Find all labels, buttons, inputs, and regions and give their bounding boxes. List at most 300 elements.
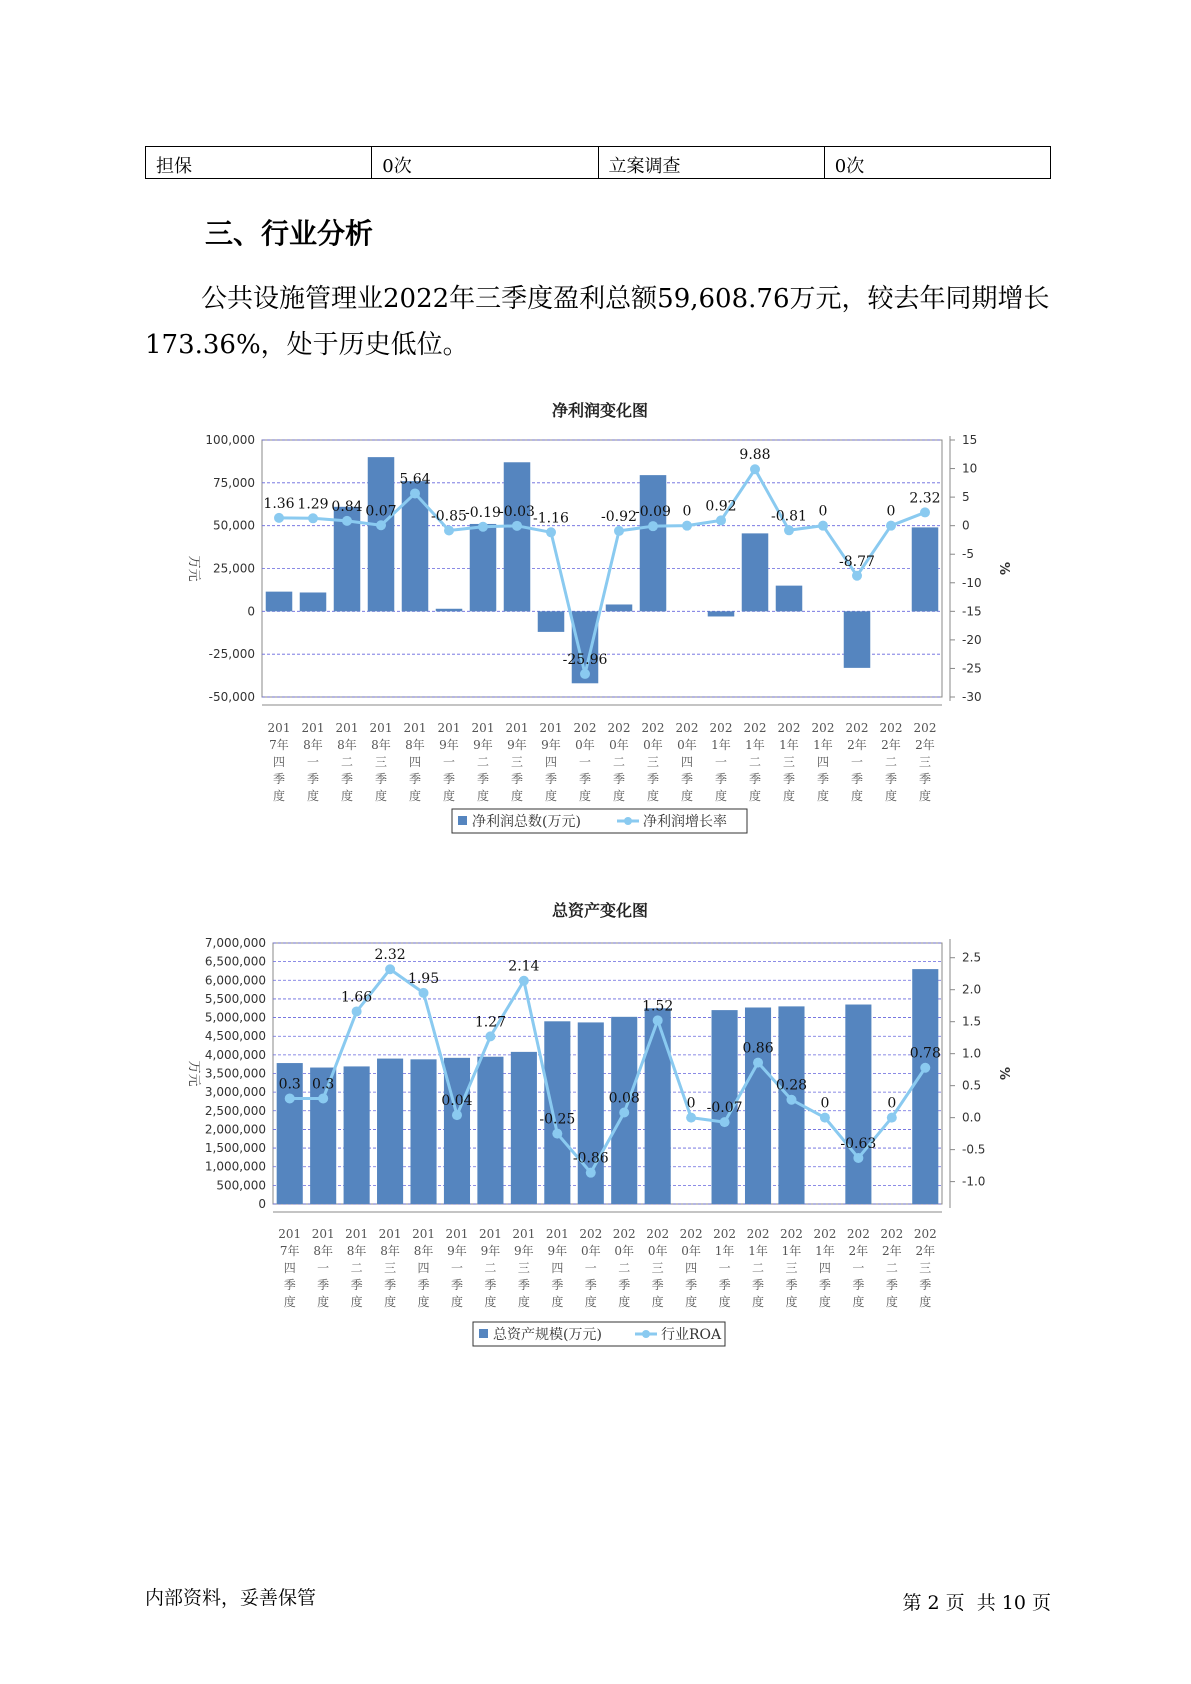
x-tick-label: 度 xyxy=(612,789,626,803)
x-tick-label: 季 xyxy=(752,1278,765,1292)
y-tick-label: 6,500,000 xyxy=(204,954,266,969)
x-tick-label: 四 xyxy=(272,755,286,769)
x-tick-label: 三 xyxy=(919,1261,932,1275)
guarantee-label: 担保 xyxy=(146,147,372,179)
x-tick-label: 202 xyxy=(846,1227,870,1241)
x-tick-label: 度 xyxy=(272,789,286,803)
x-tick-label: 202 xyxy=(743,721,767,735)
data-label: 0 xyxy=(682,503,692,520)
x-tick-label: 季 xyxy=(283,1278,296,1292)
x-tick-label: 9年 xyxy=(480,1244,501,1258)
x-tick-label: 202 xyxy=(646,1227,670,1241)
line-point xyxy=(478,522,488,532)
x-tick-label: 季 xyxy=(612,772,626,786)
bar xyxy=(266,592,293,612)
x-tick-label: 季 xyxy=(408,772,422,786)
data-label: 1.27 xyxy=(474,1014,507,1031)
data-label: 5.64 xyxy=(399,471,431,488)
x-tick-label: 季 xyxy=(442,772,456,786)
data-label: -0.92 xyxy=(601,508,637,525)
data-label: 0.78 xyxy=(909,1045,941,1062)
x-tick-label: 季 xyxy=(646,772,660,786)
x-tick-label: 201 xyxy=(437,721,461,735)
x-tick-label: 一 xyxy=(850,755,864,769)
x-tick-label: 1年 xyxy=(815,1244,835,1258)
data-label: 9.88 xyxy=(739,447,771,464)
x-tick-label: 四 xyxy=(544,755,558,769)
x-tick-label: 2年 xyxy=(881,738,901,752)
bar xyxy=(410,1059,436,1204)
x-tick-label: 0年 xyxy=(575,738,595,752)
bar xyxy=(606,604,633,611)
line-point xyxy=(852,571,862,581)
legend-bar-swatch xyxy=(458,816,467,825)
bar xyxy=(844,611,871,668)
data-label: 0.84 xyxy=(331,498,363,515)
x-tick-label: 三 xyxy=(651,1261,664,1275)
x-tick-label: 度 xyxy=(748,789,762,803)
x-tick-label: 二 xyxy=(748,755,762,769)
x-tick-label: 201 xyxy=(278,1227,302,1241)
x-tick-label: 9年 xyxy=(547,1244,568,1258)
x-tick-label: 度 xyxy=(752,1295,765,1309)
x-tick-label: 一 xyxy=(714,755,728,769)
data-label: 0.08 xyxy=(608,1090,640,1107)
x-tick-label: 季 xyxy=(852,1278,865,1292)
line-point xyxy=(720,1117,730,1127)
line-point xyxy=(750,464,760,474)
x-tick-label: 度 xyxy=(818,1295,831,1309)
legend-line-label: 净利润增长率 xyxy=(643,814,727,830)
x-tick-label: 2年 xyxy=(848,1244,869,1258)
table-row xyxy=(146,147,1051,179)
line-point xyxy=(887,1113,897,1123)
data-label: -8.77 xyxy=(839,553,875,570)
y2-tick-label: 0.5 xyxy=(962,1078,982,1093)
bar xyxy=(377,1059,403,1204)
data-label: 1.66 xyxy=(341,989,373,1006)
x-tick-label: 1年 xyxy=(745,738,765,752)
y-axis-label: 万元 xyxy=(186,1060,201,1087)
data-label: 0.3 xyxy=(278,1076,301,1093)
y2-tick-label: -5 xyxy=(962,547,974,562)
line-point xyxy=(376,520,386,530)
line-point xyxy=(716,515,726,525)
x-tick-label: 四 xyxy=(408,755,422,769)
x-tick-label: 度 xyxy=(816,789,830,803)
x-tick-label: 度 xyxy=(551,1295,564,1309)
data-label: 0.07 xyxy=(365,503,397,520)
bar xyxy=(645,1008,671,1204)
data-label: 0 xyxy=(686,1095,696,1112)
data-label: -1.16 xyxy=(533,510,569,527)
y2-tick-label: 15 xyxy=(962,433,978,447)
x-tick-label: 季 xyxy=(651,1278,664,1292)
x-tick-label: 202 xyxy=(746,1227,770,1241)
x-tick-label: 202 xyxy=(879,721,903,735)
x-tick-label: 2年 xyxy=(915,1244,936,1258)
line-point xyxy=(920,507,930,517)
x-tick-label: 8年 xyxy=(405,738,425,752)
y-tick-label: 5,500,000 xyxy=(204,991,266,1006)
data-label: -0.09 xyxy=(635,504,671,521)
x-tick-label: 8年 xyxy=(313,1244,333,1258)
data-label: 2.14 xyxy=(508,958,540,975)
y-tick-label: -25,000 xyxy=(208,647,255,662)
y-tick-label: 7,000,000 xyxy=(204,936,266,950)
y2-tick-label: 0 xyxy=(962,518,970,533)
data-label: 0 xyxy=(820,1095,830,1112)
x-tick-label: 度 xyxy=(782,789,796,803)
x-tick-label: 8年 xyxy=(303,738,323,752)
x-tick-label: 度 xyxy=(646,789,660,803)
x-tick-label: 二 xyxy=(884,755,898,769)
x-tick-label: 二 xyxy=(885,1261,898,1275)
line-point xyxy=(308,513,318,523)
x-tick-label: 季 xyxy=(850,772,864,786)
line-point xyxy=(352,1006,362,1016)
line-point xyxy=(546,527,556,537)
x-tick-label: 季 xyxy=(317,1278,330,1292)
guarantee-value: 0次 xyxy=(372,147,598,179)
line-point xyxy=(784,525,794,535)
x-tick-label: 201 xyxy=(301,721,325,735)
line-point xyxy=(512,521,522,531)
x-tick-label: 季 xyxy=(748,772,762,786)
legend-bar-label: 净利润总数(万元) xyxy=(472,814,581,830)
x-tick-label: 二 xyxy=(612,755,626,769)
y2-tick-label: 1.5 xyxy=(962,1014,982,1029)
y-tick-label: 0 xyxy=(258,1197,266,1211)
y-tick-label: 50,000 xyxy=(213,518,255,533)
x-tick-label: 季 xyxy=(484,1278,497,1292)
x-tick-label: 2年 xyxy=(882,1244,902,1258)
bar xyxy=(511,1052,537,1204)
x-tick-label: 季 xyxy=(680,772,694,786)
data-label: -0.03 xyxy=(499,503,535,520)
x-tick-label: 9年 xyxy=(439,738,459,752)
x-tick-label: 7年 xyxy=(279,1244,300,1258)
x-tick-label: 201 xyxy=(545,1227,569,1241)
y2-tick-label: 10 xyxy=(962,461,978,476)
x-tick-label: 度 xyxy=(785,1295,798,1309)
x-tick-label: 9年 xyxy=(541,738,561,752)
x-tick-label: 季 xyxy=(785,1278,798,1292)
x-tick-label: 季 xyxy=(450,1278,463,1292)
x-tick-label: 季 xyxy=(306,772,320,786)
line-point xyxy=(444,526,454,536)
x-tick-label: 二 xyxy=(350,1261,363,1275)
x-tick-label: 202 xyxy=(811,721,835,735)
x-tick-label: 1年 xyxy=(748,1244,768,1258)
data-label: 2.32 xyxy=(374,947,406,964)
y2-tick-label: -1.0 xyxy=(962,1174,986,1189)
data-label: -0.19 xyxy=(465,504,501,521)
page-number: 第 2 页 共 10 页 xyxy=(902,1592,1051,1614)
line-point xyxy=(552,1129,562,1139)
x-tick-label: 度 xyxy=(852,1295,865,1309)
line-point xyxy=(653,1015,663,1025)
x-tick-label: 202 xyxy=(813,1227,837,1241)
x-tick-label: 202 xyxy=(579,1227,603,1241)
legend-bar-label: 总资产规模(万元) xyxy=(493,1327,602,1343)
x-tick-label: 季 xyxy=(272,772,286,786)
data-label: 1.95 xyxy=(407,970,440,987)
y2-tick-label: -25 xyxy=(962,661,982,676)
y-axis-label: 万元 xyxy=(186,555,201,582)
x-tick-label: 201 xyxy=(403,721,427,735)
bar xyxy=(344,1066,370,1204)
line-point xyxy=(385,964,395,974)
x-tick-label: 一 xyxy=(317,1261,330,1275)
line-point xyxy=(886,521,896,531)
x-tick-label: 1年 xyxy=(779,738,799,752)
line-point xyxy=(853,1153,863,1163)
line-point xyxy=(410,488,420,498)
investigation-label: 立案调查 xyxy=(598,147,824,179)
x-tick-label: 201 xyxy=(445,1227,469,1241)
x-tick-label: 201 xyxy=(345,1227,369,1241)
line-point xyxy=(318,1093,328,1103)
data-label: -0.81 xyxy=(771,508,807,525)
x-tick-label: 202 xyxy=(880,1227,904,1241)
x-tick-label: 二 xyxy=(476,755,490,769)
x-tick-label: 度 xyxy=(718,1295,731,1309)
x-tick-label: 202 xyxy=(913,721,937,735)
bar xyxy=(538,611,565,632)
x-tick-label: 一 xyxy=(442,755,456,769)
y-tick-label: 0 xyxy=(247,604,255,619)
x-tick-label: 季 xyxy=(350,1278,363,1292)
x-tick-label: 度 xyxy=(374,789,388,803)
x-tick-label: 9年 xyxy=(473,738,493,752)
line-point xyxy=(686,1113,696,1123)
data-label: 0.92 xyxy=(705,498,737,515)
data-label: 0 xyxy=(886,503,896,520)
line-point xyxy=(820,1113,830,1123)
y2-tick-label: -0.5 xyxy=(962,1142,986,1157)
x-tick-label: 0年 xyxy=(609,738,629,752)
x-tick-label: 0年 xyxy=(643,738,663,752)
x-tick-label: 二 xyxy=(340,755,354,769)
x-tick-label: 度 xyxy=(306,789,320,803)
x-tick-label: 0年 xyxy=(677,738,697,752)
x-tick-label: 季 xyxy=(551,1278,564,1292)
y-tick-label: 2,000,000 xyxy=(204,1122,266,1137)
x-tick-label: 度 xyxy=(651,1295,664,1309)
x-tick-label: 202 xyxy=(777,721,801,735)
y-tick-label: 3,000,000 xyxy=(204,1085,266,1100)
bar xyxy=(776,586,803,612)
x-tick-label: 一 xyxy=(718,1261,731,1275)
x-tick-label: 201 xyxy=(412,1227,435,1241)
line-point xyxy=(485,1031,495,1041)
x-tick-label: 季 xyxy=(884,772,898,786)
x-tick-label: 季 xyxy=(718,1278,731,1292)
x-tick-label: 201 xyxy=(267,721,291,735)
x-tick-label: 度 xyxy=(283,1295,296,1309)
x-tick-label: 201 xyxy=(512,1227,536,1241)
x-tick-label: 四 xyxy=(283,1261,296,1275)
line-point xyxy=(648,521,658,531)
data-label: 1.29 xyxy=(297,496,329,513)
x-tick-label: 2年 xyxy=(915,738,935,752)
line-point xyxy=(285,1093,295,1103)
x-tick-label: 202 xyxy=(709,721,733,735)
x-tick-label: 季 xyxy=(417,1278,430,1292)
data-label: 2.32 xyxy=(909,490,941,507)
y-tick-label: -50,000 xyxy=(208,690,255,704)
x-tick-label: 度 xyxy=(476,789,490,803)
line-point xyxy=(274,513,284,523)
chart-title: 净利润变化图 xyxy=(551,401,649,420)
y-tick-label: 5,000,000 xyxy=(204,1010,266,1025)
x-tick-label: 四 xyxy=(816,755,830,769)
y2-tick-label: -10 xyxy=(962,575,982,590)
x-tick-label: 度 xyxy=(618,1295,631,1309)
x-tick-label: 1年 xyxy=(714,1244,735,1258)
x-tick-label: 季 xyxy=(685,1278,698,1292)
investigation-value: 0次 xyxy=(824,147,1050,179)
x-tick-label: 季 xyxy=(476,772,490,786)
x-tick-label: 季 xyxy=(782,772,796,786)
x-tick-label: 8年 xyxy=(413,1244,434,1258)
x-tick-label: 8年 xyxy=(346,1244,367,1258)
data-label: 0.04 xyxy=(441,1093,473,1110)
x-tick-label: 四 xyxy=(818,1261,831,1275)
x-tick-label: 202 xyxy=(780,1227,803,1241)
x-tick-label: 度 xyxy=(510,789,524,803)
x-tick-label: 四 xyxy=(551,1261,564,1275)
x-tick-label: 201 xyxy=(369,721,393,735)
legend-line-marker xyxy=(642,1330,650,1338)
legend-line-label: 行业ROA xyxy=(661,1327,722,1343)
y2-axis-label: % xyxy=(996,1066,1011,1081)
data-label: -0.63 xyxy=(840,1135,877,1152)
x-tick-label: 度 xyxy=(850,789,864,803)
line-point xyxy=(753,1058,763,1068)
x-tick-label: 201 xyxy=(311,1227,335,1241)
y2-tick-label: 2.0 xyxy=(962,982,982,997)
section-title: 三、行业分析 xyxy=(205,217,374,250)
x-tick-label: 0年 xyxy=(614,1244,635,1258)
analysis-paragraph xyxy=(145,276,1055,368)
y-tick-label: 500,000 xyxy=(216,1178,266,1193)
data-label: 0 xyxy=(887,1095,897,1112)
x-tick-label: 201 xyxy=(478,1227,502,1241)
x-tick-label: 季 xyxy=(885,1278,898,1292)
x-tick-label: 三 xyxy=(510,755,524,769)
x-tick-label: 7年 xyxy=(269,738,289,752)
x-tick-label: 8年 xyxy=(337,738,357,752)
data-label: -25.96 xyxy=(562,651,608,668)
x-tick-label: 度 xyxy=(317,1295,330,1309)
y2-tick-label: 5 xyxy=(962,490,970,505)
y2-tick-label: 2.5 xyxy=(962,950,982,965)
analysis-text: 公共设施管理业2022年三季度盈利总额59,608.76万元，较去年同期增长173.36%，处于历史低位。 xyxy=(145,284,1050,360)
y-tick-label: 4,500,000 xyxy=(204,1029,266,1044)
x-tick-label: 度 xyxy=(578,789,592,803)
x-tick-label: 四 xyxy=(685,1261,698,1275)
risk-info-table xyxy=(145,146,1051,179)
x-tick-label: 度 xyxy=(450,1295,463,1309)
x-tick-label: 一 xyxy=(578,755,592,769)
y2-tick-label: -20 xyxy=(962,632,982,647)
x-tick-label: 1年 xyxy=(781,1244,802,1258)
x-tick-label: 1年 xyxy=(711,738,731,752)
bar xyxy=(477,1057,503,1204)
y-tick-label: 4,000,000 xyxy=(204,1047,266,1062)
line-point xyxy=(619,1108,629,1118)
x-tick-label: 三 xyxy=(918,755,932,769)
x-tick-label: 度 xyxy=(884,789,898,803)
data-label: 0 xyxy=(818,503,828,520)
x-tick-label: 度 xyxy=(714,789,728,803)
x-tick-label: 202 xyxy=(679,1227,703,1241)
data-label: -0.25 xyxy=(539,1111,576,1128)
data-label: 0.86 xyxy=(742,1040,774,1057)
footer-confidential: 内部资料，妥善保管 xyxy=(145,1587,317,1609)
bar xyxy=(912,527,939,611)
x-tick-label: 三 xyxy=(374,755,388,769)
legend-line-marker xyxy=(624,817,632,825)
bar xyxy=(436,609,463,612)
y-tick-label: 25,000 xyxy=(213,561,255,576)
x-tick-label: 度 xyxy=(384,1295,397,1309)
line-point xyxy=(920,1063,930,1073)
line-point xyxy=(614,526,624,536)
x-tick-label: 度 xyxy=(417,1295,430,1309)
x-tick-label: 二 xyxy=(484,1261,497,1275)
x-tick-label: 四 xyxy=(417,1261,430,1275)
x-tick-label: 0年 xyxy=(647,1244,668,1258)
x-tick-label: 202 xyxy=(913,1227,937,1241)
x-tick-label: 季 xyxy=(517,1278,530,1292)
bar xyxy=(300,592,327,611)
x-tick-label: 二 xyxy=(752,1261,765,1275)
x-tick-label: 度 xyxy=(408,789,422,803)
y2-tick-label: -30 xyxy=(962,690,982,704)
x-tick-label: 9年 xyxy=(514,1244,534,1258)
line-point xyxy=(452,1110,462,1120)
x-tick-label: 0年 xyxy=(681,1244,701,1258)
data-label: 1.36 xyxy=(263,495,295,512)
x-tick-label: 三 xyxy=(785,1261,798,1275)
x-tick-label: 度 xyxy=(484,1295,497,1309)
x-tick-label: 一 xyxy=(852,1261,865,1275)
bar xyxy=(912,969,938,1204)
x-tick-label: 季 xyxy=(340,772,354,786)
line-point xyxy=(682,521,692,531)
x-tick-label: 季 xyxy=(918,772,932,786)
x-tick-label: 四 xyxy=(680,755,694,769)
x-tick-label: 季 xyxy=(384,1278,397,1292)
x-tick-label: 2年 xyxy=(847,738,867,752)
y2-axis-label: % xyxy=(996,561,1011,576)
x-tick-label: 一 xyxy=(584,1261,597,1275)
x-tick-label: 201 xyxy=(539,721,563,735)
x-tick-label: 三 xyxy=(384,1261,397,1275)
y-tick-label: 1,500,000 xyxy=(204,1141,266,1156)
data-label: 0.28 xyxy=(775,1077,808,1094)
x-tick-label: 8年 xyxy=(371,738,391,752)
y-tick-label: 100,000 xyxy=(205,433,255,447)
line-point xyxy=(818,521,828,531)
x-tick-label: 度 xyxy=(584,1295,597,1309)
x-tick-label: 季 xyxy=(578,772,592,786)
x-tick-label: 度 xyxy=(680,789,694,803)
x-tick-label: 1年 xyxy=(813,738,833,752)
